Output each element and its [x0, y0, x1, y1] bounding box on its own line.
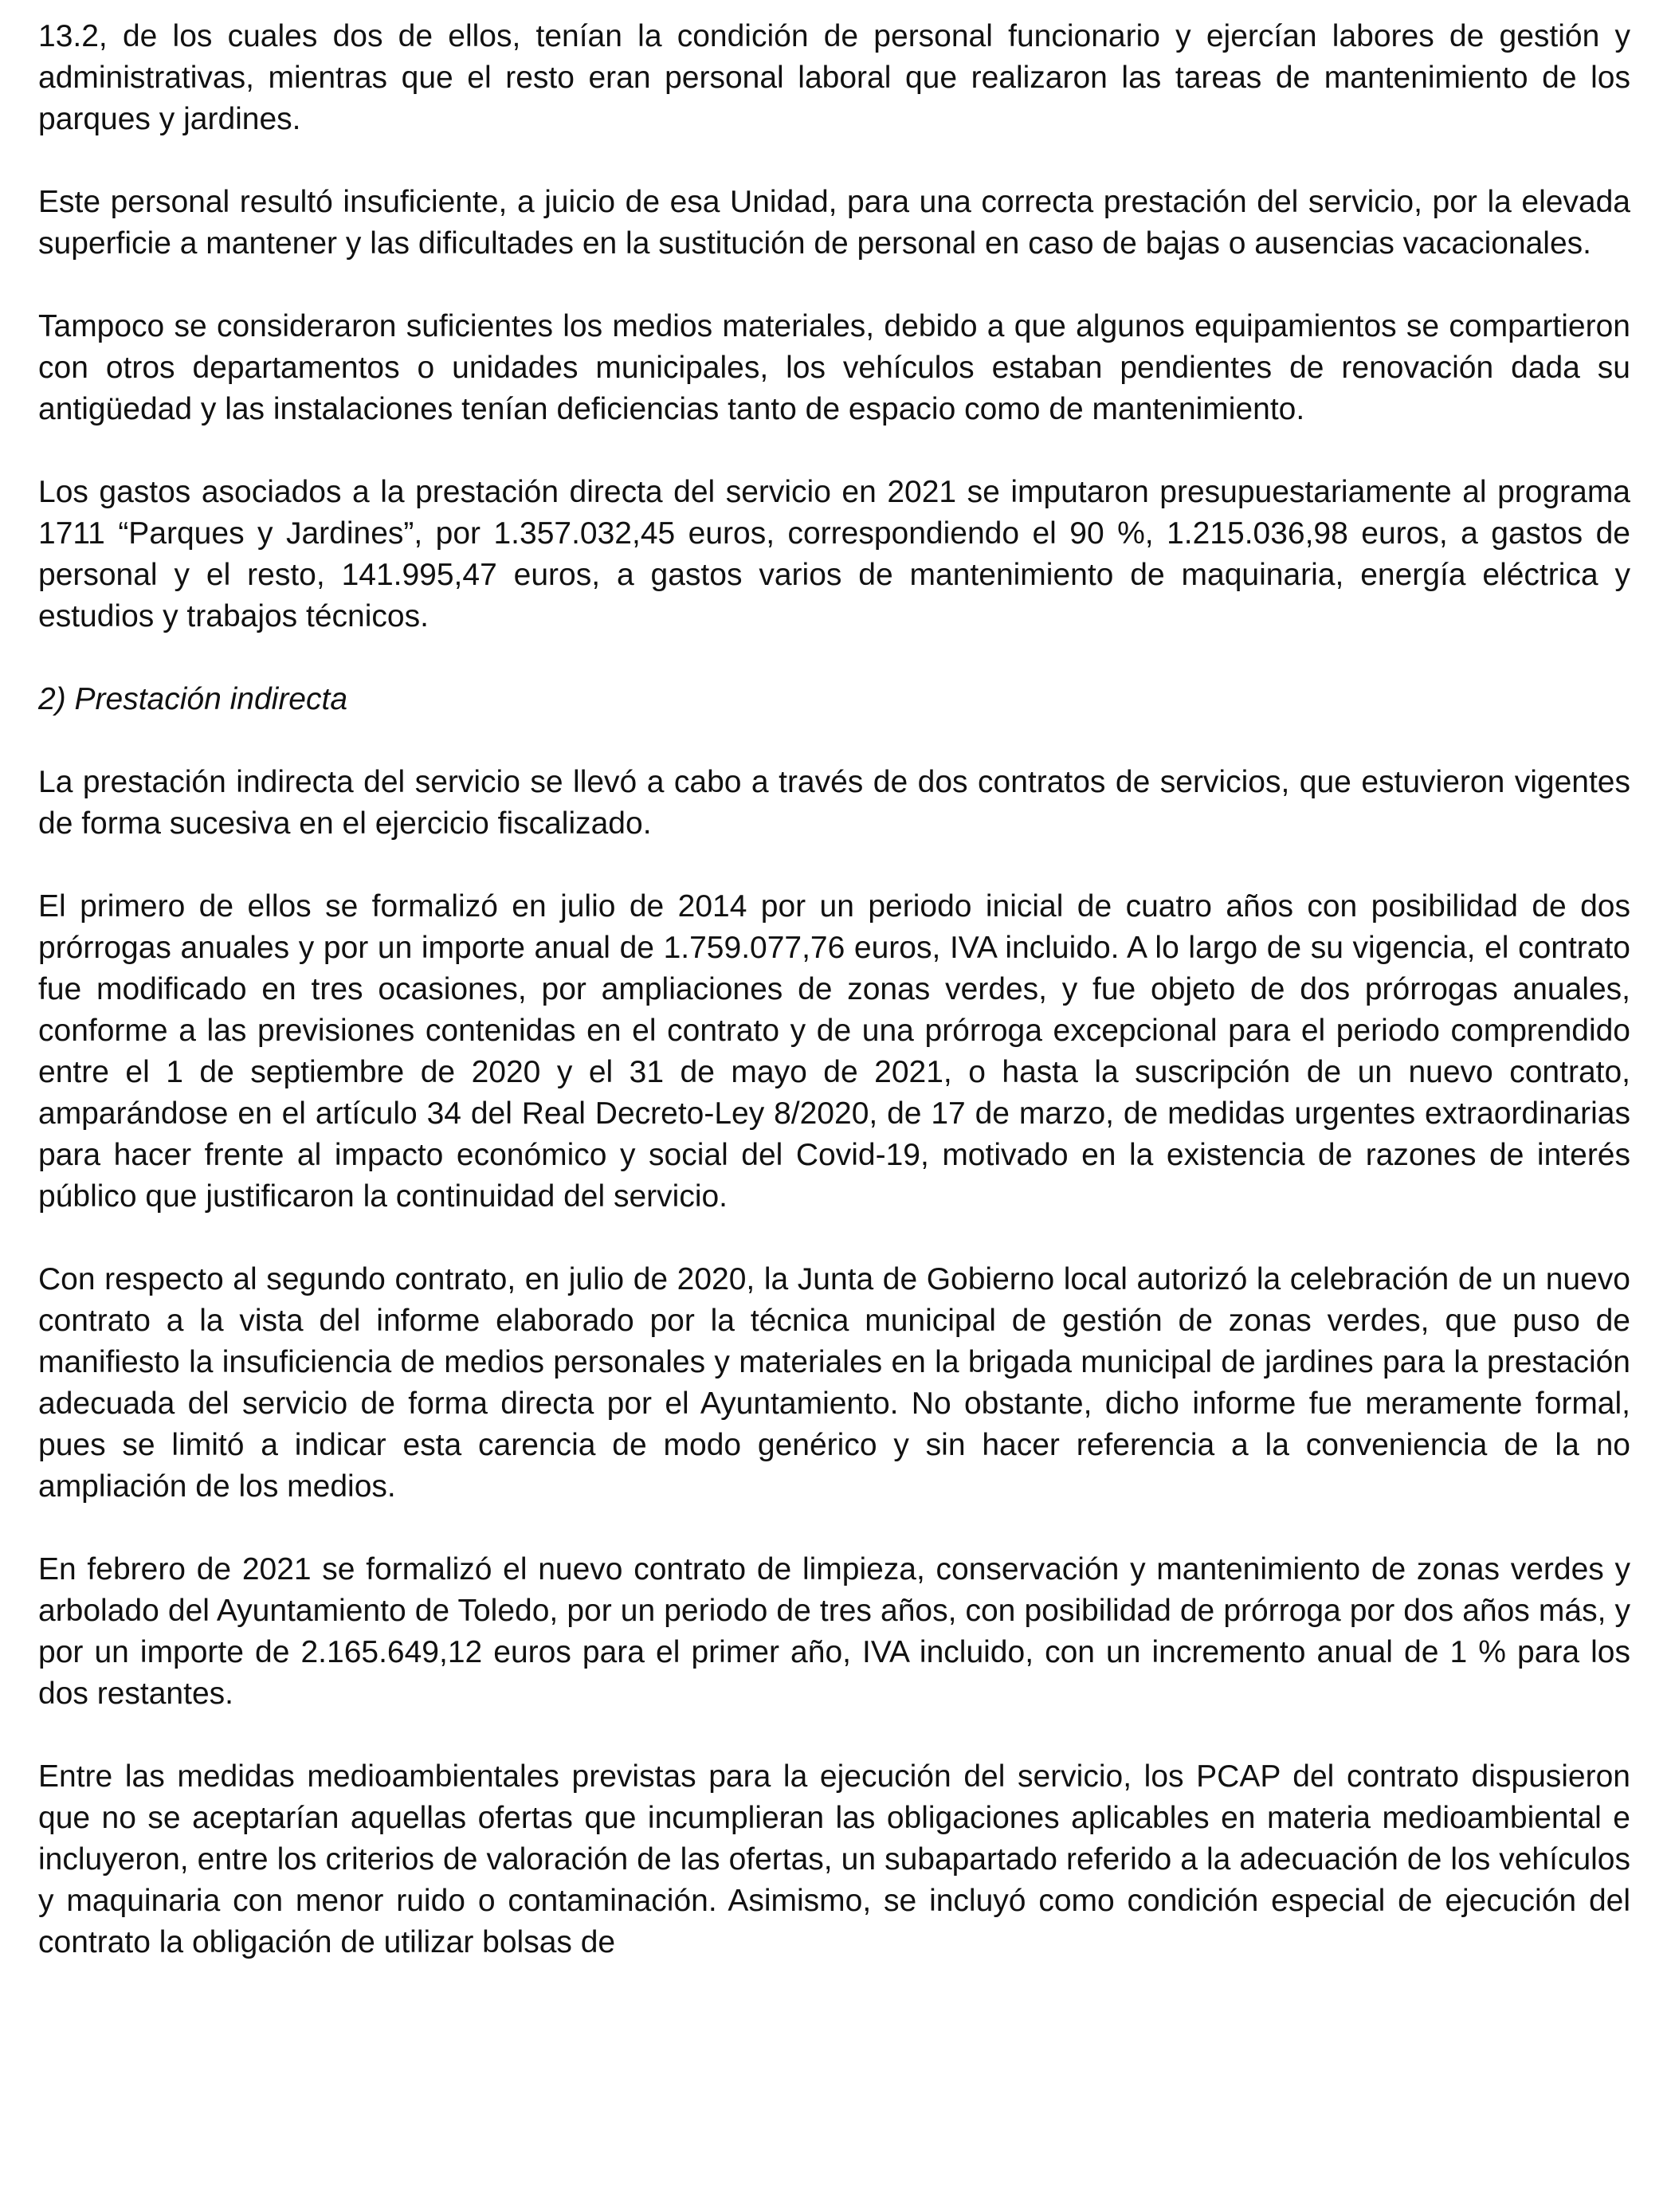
paragraph-primer-contrato: El primero de ellos se formalizó en julio de 2014 por un periodo inicial de cuatro años con posibilidad de dos prórrogas anuales y por un importe anual de 1.759.077,76 euros, IVA incluido. A lo largo de su vigencia, el contrato fue modificado en tres ocasiones, por ampliaciones de zonas verdes, y fue objeto de dos prórrogas anuales, conforme a las previsiones contenidas en el contrato y de una prórroga excepcional para el periodo comprendido entre el 1 de septiembre de 2020 y el 31 de mayo de 2021, o hasta la suscripción de un nuevo contrato, amparándose en el artículo 34 del Real Decreto-Ley 8/2020, de 17 de marzo, de medidas urgentes extraordinarias para hacer frente al impacto económico y social del Covid-19, motivado en la existencia de razones de interés público que justificaron la continuidad del servicio. [38, 889, 1630, 1214]
paragraph-personal-funcionario: 13.2, de los cuales dos de ellos, tenían la condición de personal funcionario y ejercían labores de gestión y administrativas, mientras que el resto eran personal laboral que realizaron las tareas de mantenimiento de los parques y jardines. [38, 19, 1630, 136]
paragraph-gastos-prestacion-directa: Los gastos asociados a la prestación directa del servicio en 2021 se imputaron presupuestariamente al programa 1711 “Parques y Jardines”, por 1.357.032,45 euros, correspondiendo el 90 %, 1.215.036,98 euros, a gastos de personal y el resto, 141.995,47 euros, a gastos varios de mantenimiento de maquinaria, energía eléctrica y estudios y trabajos técnicos. [38, 475, 1630, 633]
document-page [38, 16, 1630, 1963]
paragraph-medidas-medioambientales: Entre las medidas medioambientales previstas para la ejecución del servicio, los PCAP del contrato dispusieron que no se aceptarían aquellas ofertas que incumplieran las obligaciones aplicables en materia medioambiental e incluyeron, entre los criterios de valoración de las ofertas, un subapartado referido a la adecuación de los vehículos y maquinaria con menor ruido o contaminación. Asimismo, se incluyó como condición especial de ejecución del contrato la obligación de utilizar bolsas de [38, 1759, 1630, 1959]
paragraph-medios-materiales: Tampoco se consideraron suficientes los medios materiales, debido a que algunos equipamientos se compartieron con otros departamentos o unidades municipales, los vehículos estaban pendientes de renovación dada su antigüedad y las instalaciones tenían deficiencias tanto de espacio como de mantenimiento. [38, 309, 1630, 426]
paragraph-personal-insuficiente: Este personal resultó insuficiente, a juicio de esa Unidad, para una correcta prestación del servicio, por la elevada superficie a mantener y las dificultades en la sustitución de personal en caso de bajas o ausencias vacacionales. [38, 185, 1630, 261]
section-heading-prestacion-indirecta: 2) Prestación indirecta [38, 682, 348, 716]
paragraph-prestacion-indirecta: La prestación indirecta del servicio se llevó a cabo a través de dos contratos de servicios, que estuvieron vigentes de forma sucesiva en el ejercicio fiscalizado. [38, 765, 1630, 841]
paragraph-nuevo-contrato: En febrero de 2021 se formalizó el nuevo contrato de limpieza, conservación y mantenimiento de zonas verdes y arbolado del Ayuntamiento de Toledo, por un periodo de tres años, con posibilidad de prórroga por dos años más, y por un importe de 2.165.649,12 euros para el primer año, IVA incluido, con un incremento anual de 1 % para los dos restantes. [38, 1552, 1630, 1711]
paragraph-segundo-contrato: Con respecto al segundo contrato, en julio de 2020, la Junta de Gobierno local autorizó la celebración de un nuevo contrato a la vista del informe elaborado por la técnica municipal de gestión de zonas verdes, que puso de manifiesto la insuficiencia de medios personales y materiales en la brigada municipal de jardines para la prestación adecuada del servicio de forma directa por el Ayuntamiento. No obstante, dicho informe fue meramente formal, pues se limitó a indicar esta carencia de modo genérico y sin hacer referencia a la conveniencia de la no ampliación de los medios. [38, 1262, 1630, 1504]
